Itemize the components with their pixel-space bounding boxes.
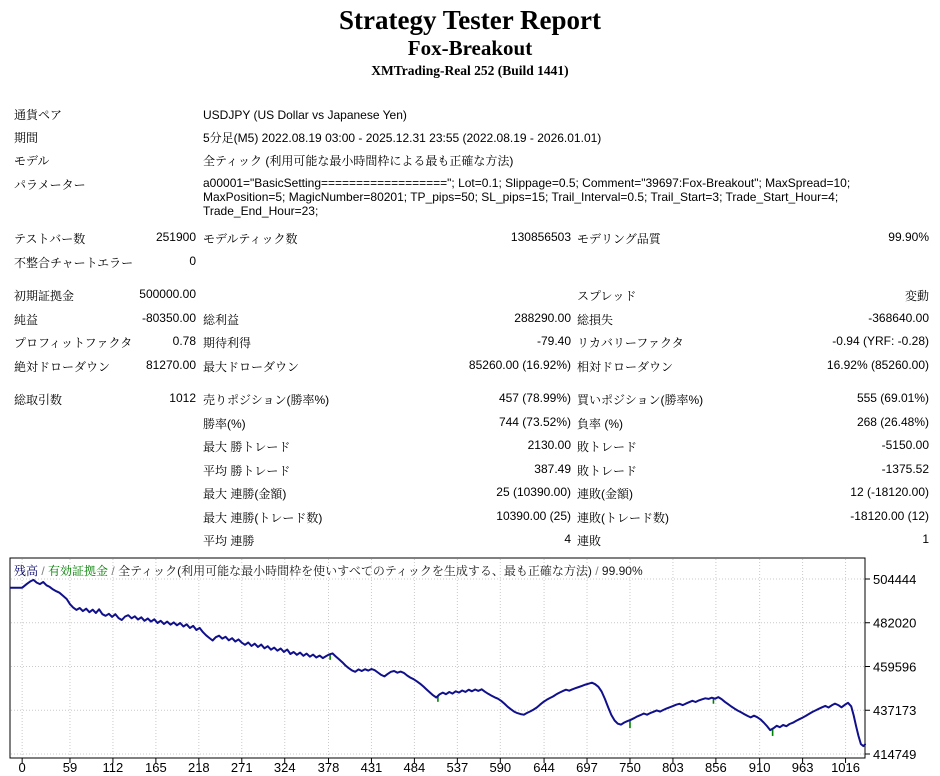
stat-label: スプレッド	[577, 289, 637, 304]
x-tick-label: 1016	[831, 759, 861, 775]
legend-separator: /	[38, 563, 49, 578]
stat-pair-c	[571, 532, 929, 549]
stat-label: 平均 連勝	[203, 534, 255, 549]
stat-label: 総損失	[577, 312, 614, 327]
stat-row	[14, 251, 940, 275]
chart-legend	[14, 562, 643, 579]
report-body	[0, 103, 940, 553]
legend-quality-value: 99.90%	[601, 563, 643, 578]
terminal-info: XMTrading-Real 252 (Build 1441)	[371, 63, 569, 78]
stat-pair-b	[196, 391, 571, 408]
stat-value: 387.49	[534, 461, 571, 476]
stat-pair-b	[196, 485, 571, 502]
equity-chart-area	[0, 556, 940, 776]
stat-label: 総取引数	[14, 393, 63, 408]
x-tick-label: 0	[18, 759, 26, 775]
stat-label: 相対ドローダウン	[577, 359, 674, 374]
stat-value: 288290.00	[514, 310, 571, 325]
info-label: 通貨ペア	[14, 108, 63, 122]
legend-equity-label: 有効証拠金	[48, 563, 109, 578]
stat-label: 最大 連勝(トレード数)	[203, 510, 323, 525]
stat-pair-b	[196, 438, 571, 455]
stat-pair-a	[14, 391, 196, 408]
legend-balance-label: 残高	[14, 563, 39, 578]
x-tick-label: 165	[145, 759, 167, 775]
info-row	[14, 149, 940, 172]
x-tick-label: 378	[317, 759, 340, 775]
stat-value: -79.40	[536, 334, 571, 349]
stat-value: 変動	[904, 289, 929, 304]
stat-pair-c	[571, 334, 929, 351]
stat-pair-c	[571, 438, 929, 455]
stat-value: 268 (26.48%)	[856, 414, 929, 429]
x-tick-label: 590	[489, 759, 512, 775]
legend-separator: /	[591, 563, 602, 578]
stat-value: 0.78	[172, 334, 196, 349]
stat-value: -368640.00	[868, 310, 929, 325]
stat-label: 期待利得	[203, 336, 252, 351]
stat-label: 最大ドローダウン	[203, 359, 300, 374]
stat-label: 平均 勝トレード	[203, 463, 291, 478]
stat-value: 457 (78.99%)	[498, 391, 571, 406]
stat-pair-b	[196, 415, 571, 432]
stat-value: 81270.00	[145, 357, 196, 372]
stat-pair-b	[196, 532, 571, 549]
stat-label: リカバリーファクタ	[577, 336, 684, 351]
stat-label: 純益	[14, 312, 39, 327]
stat-value: 16.92% (85260.00)	[826, 357, 929, 372]
stat-pair-a	[14, 334, 196, 351]
stat-pair-a	[14, 287, 196, 304]
expert-name: Fox-Breakout	[407, 36, 533, 60]
stat-pair-b	[196, 509, 571, 526]
stat-value: 99.90%	[888, 230, 929, 245]
stat-value: -1375.52	[881, 461, 929, 476]
stat-label: 不整合チャートエラー	[14, 255, 134, 270]
stat-value: -18120.00 (12)	[850, 508, 929, 523]
report-header	[0, 0, 940, 81]
stat-value: -5150.00	[881, 438, 929, 453]
stat-pair-c	[571, 230, 929, 247]
stats-section	[14, 227, 940, 553]
stat-label: 敗トレード	[577, 440, 638, 455]
stat-pair-c	[571, 287, 929, 304]
stat-row	[14, 388, 940, 412]
stat-label: 総利益	[203, 312, 240, 327]
stat-label: 勝率(%)	[203, 416, 246, 431]
x-tick-label: 803	[662, 759, 684, 775]
stat-pair-a	[14, 230, 196, 247]
stat-label: モデリング品質	[577, 232, 661, 247]
stat-pair-c	[571, 415, 929, 432]
x-tick-label: 431	[360, 759, 383, 775]
stat-value: 2130.00	[527, 438, 571, 453]
info-row	[14, 176, 940, 218]
stat-pair-b	[196, 358, 571, 375]
stat-pair-b	[196, 230, 571, 247]
stat-label: 連敗	[577, 534, 602, 549]
stat-value: 1	[922, 532, 929, 547]
legend-separator: /	[108, 563, 119, 578]
info-label: パラメーター	[14, 178, 86, 192]
stat-pair-a	[14, 254, 196, 271]
x-tick-label: 750	[619, 759, 641, 775]
stat-value: 744 (73.52%)	[498, 414, 571, 429]
y-tick-label: 504444	[873, 571, 917, 587]
stat-pair-c	[571, 462, 929, 479]
stat-pair-c	[571, 509, 929, 526]
report-title: Strategy Tester Report	[339, 5, 601, 35]
stat-pair-a	[14, 358, 196, 375]
x-tick-label: 218	[187, 759, 210, 775]
stat-value: -0.94 (YRF: -0.28)	[832, 334, 929, 349]
stat-label: テストバー数	[14, 232, 86, 247]
stat-label: 買いポジション(勝率%)	[577, 393, 704, 408]
stat-value: 25 (10390.00)	[496, 485, 571, 500]
y-tick-label: 437173	[873, 702, 917, 718]
x-tick-label: 112	[102, 759, 124, 775]
info-label: モデル	[14, 154, 50, 168]
stat-label: 最大 勝トレード	[203, 440, 291, 455]
stat-pair-c	[571, 391, 929, 408]
info-section	[14, 103, 940, 218]
stat-value: 1012	[169, 391, 196, 406]
stat-row	[14, 412, 940, 436]
stat-row	[14, 482, 940, 506]
x-tick-label: 484	[403, 759, 426, 775]
stat-pair-c	[571, 485, 929, 502]
x-tick-label: 271	[230, 759, 253, 775]
y-tick-label: 414749	[873, 746, 917, 762]
stat-row	[14, 459, 940, 483]
stat-value: 85260.00 (16.92%)	[468, 357, 571, 372]
stat-label: 敗トレード	[577, 463, 638, 478]
stat-pair-b	[196, 311, 571, 328]
stat-row	[14, 227, 940, 251]
stat-row	[14, 435, 940, 459]
equity-chart	[0, 556, 940, 776]
stat-pair-c	[571, 358, 929, 375]
plot-area	[10, 558, 865, 758]
stat-label: 最大 連勝(金額)	[203, 487, 287, 502]
x-tick-label: 856	[705, 759, 727, 775]
y-tick-label: 459596	[873, 658, 917, 674]
stat-label: 初期証拠金	[14, 289, 75, 304]
stat-label: 絶対ドローダウン	[14, 359, 111, 374]
stat-value: 4	[564, 532, 571, 547]
stat-pair-c	[571, 311, 929, 328]
stat-label: プロフィットファクタ	[14, 336, 133, 351]
x-tick-label: 59	[62, 759, 78, 775]
info-value: 全ティック (利用可能な最小時間枠による最も正確な方法)	[203, 154, 514, 168]
stat-value: 251900	[155, 230, 196, 245]
stat-row	[14, 284, 940, 308]
stat-label: 連敗(金額)	[577, 487, 633, 502]
x-tick-label: 644	[533, 759, 555, 775]
stat-value: 12 (-18120.00)	[850, 485, 929, 500]
info-row	[14, 103, 940, 126]
x-tick-label: 697	[576, 759, 598, 775]
stat-pair-b	[196, 334, 571, 351]
stat-value: 555 (69.01%)	[856, 391, 929, 406]
stat-label: 連敗(トレード数)	[577, 510, 669, 525]
stat-row	[14, 355, 940, 379]
stat-value: 0	[189, 253, 196, 268]
info-value: USDJPY (US Dollar vs Japanese Yen)	[203, 107, 407, 122]
stat-pair-a	[14, 311, 196, 328]
stat-value: 130856503	[510, 230, 571, 245]
stat-label: 負率 (%)	[577, 416, 623, 431]
stat-value: 500000.00	[139, 287, 196, 302]
stat-label: 売りポジション(勝率%)	[203, 393, 330, 408]
stat-value: -80350.00	[141, 310, 196, 325]
stat-row	[14, 308, 940, 332]
info-value: a00001="BasicSetting=================="; Lot=0.1; Slippage=0.5; Comment="39697:Fox-Breakout"; MaxSpread=10; MaxPosition=5; MagicNumber=80201; TP_pips=50; SL_pips=15; Trail_Interval=0.5; Trail_Start=3; Trade_Start_Hour=4; Trade_End_Hour=23;	[203, 176, 851, 218]
x-tick-label: 324	[273, 759, 296, 775]
info-value: 5分足(M5) 2022.08.19 03:00 - 2025.12.31 23:55 (2022.08.19 - 2026.01.01)	[203, 131, 602, 145]
x-tick-label: 537	[446, 759, 469, 775]
stat-label: モデルティック数	[203, 232, 298, 247]
x-tick-label: 910	[748, 759, 771, 775]
stat-value: 10390.00 (25)	[496, 508, 571, 523]
info-row	[14, 126, 940, 149]
stat-row	[14, 506, 940, 530]
info-label: 期間	[14, 131, 39, 145]
stat-row	[14, 331, 940, 355]
stat-row	[14, 529, 940, 553]
legend-model-label: 全ティック(利用可能な最小時間枠を使いすべてのティックを生成する、最も正確な方法)	[118, 563, 592, 578]
x-tick-label: 963	[791, 759, 814, 775]
stat-pair-b	[196, 462, 571, 479]
y-tick-label: 482020	[873, 615, 917, 631]
